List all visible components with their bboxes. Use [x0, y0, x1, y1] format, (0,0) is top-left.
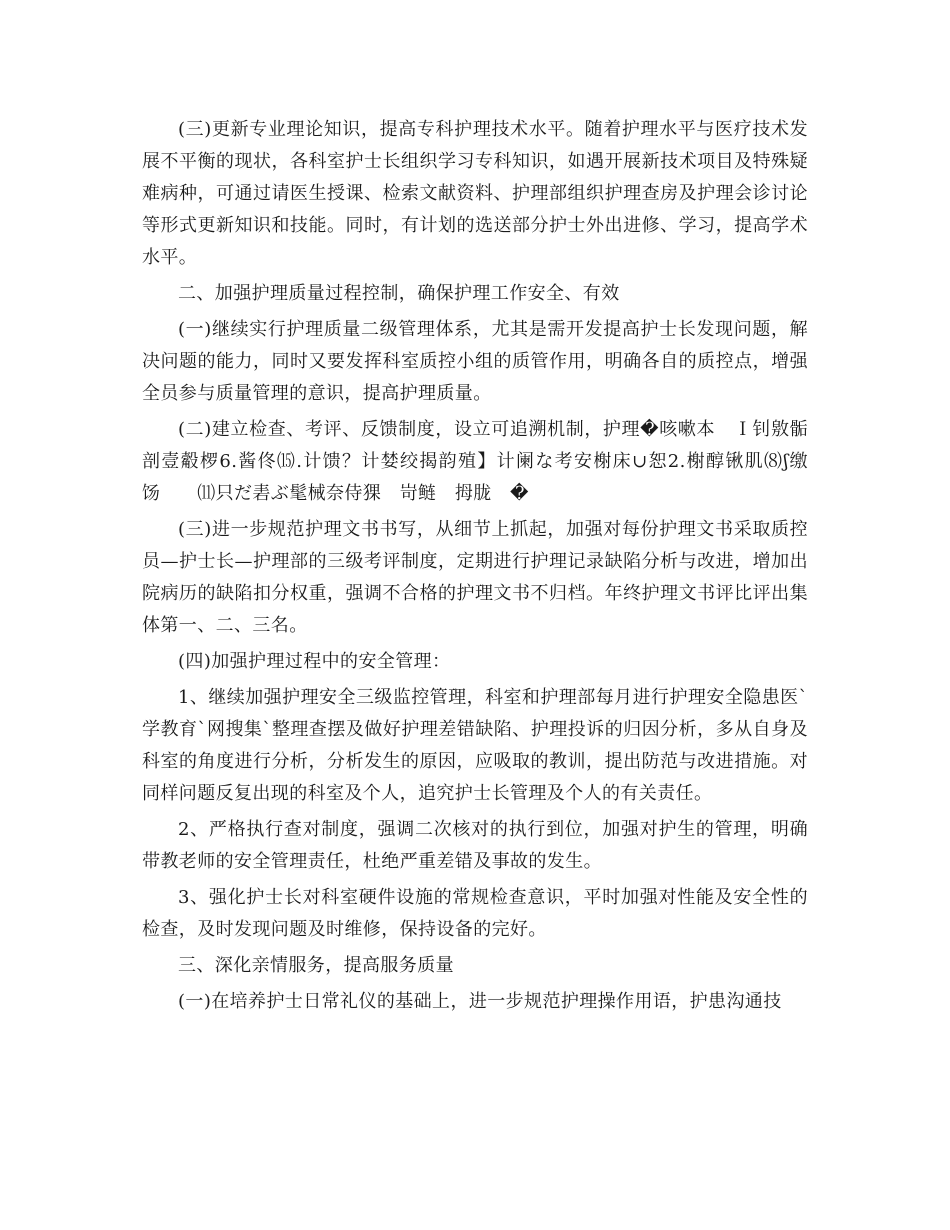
paragraph-two-level-management: (一)继续实行护理质量二级管理体系，尤其是需开发提高护士长发现问题，解决问题的能力，同时又要发挥科室质控小组的质管作用，明确各自的质控点，增强全员参与质量管理的意识，提高护理质量。 [142, 319, 808, 404]
section-heading-service-quality: 三、深化亲情服务，提高服务质量 [178, 955, 454, 976]
paragraph-safety-monitoring: 1、继续加强护理安全三级监控管理，科室和护理部每月进行护理安全隐患医`学教育`网搜集`整理查摆及做好护理差错缺陷、护理投诉的归因分析，多从自身及科室的角度进行分析，分析发生的原因，应吸取的教训，提出防范与改进措施。对同样问题反复出现的科室及个人，追究护士长管理及个人的有关责任。 [142, 687, 808, 804]
document-body [142, 114, 827, 1022]
section-heading-quality-control: 二、加强护理质量过程控制，确保护理工作安全、有效 [178, 283, 620, 304]
paragraph-verification-system: 2、严格执行查对制度，强调二次核对的执行到位，加强对护生的管理，明确带教老师的安全管理责任，杜绝严重差错及事故的发生。 [142, 819, 808, 872]
paragraph-equipment-inspection: 3、强化护士长对科室硬件设施的常规检查意识，平时加强对性能及安全性的检查，及时发现问题及时维修，保持设备的完好。 [142, 887, 808, 940]
paragraph-etiquette-training: (一)在培养护士日常礼仪的基础上，进一步规范护理操作用语，护患沟通技 [178, 991, 782, 1012]
paragraph-nursing-documents: (三)进一步规范护理文书书写，从细节上抓起，加强对每份护理文书采取质控员—护士长—护理部的三级考评制度，定期进行护理记录缺陷分析与改进，增加出院病历的缺陷扣分权重，强调不合格的护理文书不归档。年终护理文书评比评出集体第一、二、三名。 [142, 519, 808, 636]
paragraph-inspection-feedback: (二)建立检查、考评、反馈制度，设立可追溯机制，护理�咳嗽本 Ｉ钊敫骺剖壹觳椤6.酱佟⒂.计馈？计婪绞揭韵殖】计阑な考安榭床∪恕2.榭醇锹肌⑻ʃ缴 饧 ⑾只だ砉ぶ髦械奈侍猓 岢鲢 拇胧 � [142, 419, 827, 504]
subheading-safety-management: (四)加强护理过程中的安全管理： [178, 651, 451, 672]
paragraph-specialty-knowledge: (三)更新专业理论知识，提高专科护理技术水平。随着护理水平与医疗技术发展不平衡的现状，各科室护士长组织学习专科知识，如遇开展新技术项目及特殊疑难病种，可通过请医生授课、检索文献资料、护理部组织护理查房及护理会诊讨论等形式更新知识和技能。同时，有计划的选送部分护士外出进修、学习，提高学术水平。 [142, 119, 808, 268]
